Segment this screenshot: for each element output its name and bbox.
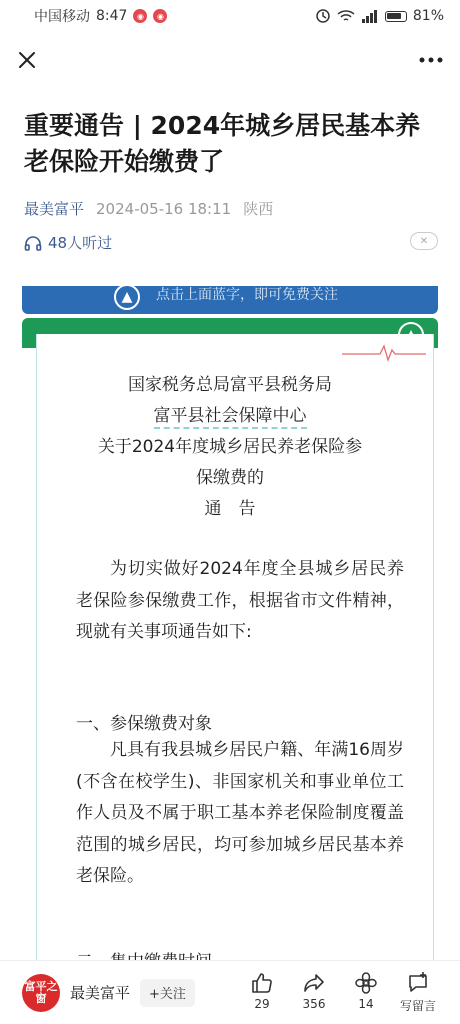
- article-meta: [24, 198, 273, 219]
- listen-dismiss-button[interactable]: [410, 232, 438, 250]
- more-dots-icon: [419, 57, 443, 63]
- comment-label: 写留言: [399, 999, 436, 1013]
- top-nav: [0, 40, 460, 80]
- subject-line-1: 关于2024年度城乡居民养老保险参: [97, 437, 363, 457]
- comment-add-icon: [406, 971, 430, 995]
- subject-line-2: 保缴费的: [196, 468, 264, 488]
- heartbeat-decoration: [342, 342, 426, 364]
- like-count: 29: [254, 997, 270, 1011]
- issuer-line-2: 富平县社会保障中心: [154, 406, 307, 429]
- bottom-bar: [0, 960, 460, 1024]
- section-1-title: 一、参保缴费对象: [76, 714, 212, 734]
- app-notification-icon-2: ◉: [153, 9, 167, 23]
- small-close-icon: ✕: [419, 235, 429, 247]
- close-icon: [17, 50, 37, 70]
- channel-logo[interactable]: 富平之窗: [22, 974, 60, 1012]
- carrier-label: 中国移动: [34, 9, 90, 25]
- share-count: 356: [302, 997, 326, 1011]
- battery-percent: 81%: [412, 8, 444, 24]
- author-link[interactable]: 最美富平: [24, 200, 85, 218]
- arrow-up-icon: ▲: [114, 284, 140, 310]
- follow-banner[interactable]: [22, 286, 438, 314]
- channel-name[interactable]: 最美富平: [70, 984, 131, 1002]
- wifi-icon: [337, 9, 355, 23]
- more-button[interactable]: [416, 47, 446, 73]
- share-button[interactable]: [288, 971, 340, 1014]
- document-intro: [76, 554, 404, 649]
- listen-button[interactable]: [24, 232, 112, 253]
- section-1-body: [76, 735, 404, 893]
- thumbs-up-icon: [250, 971, 274, 995]
- notice-title: 通 告: [204, 499, 256, 519]
- follow-banner-text: 点击上面蓝字，即可免费关注: [156, 287, 338, 303]
- signal-icon: [361, 9, 379, 23]
- status-bar: [0, 0, 460, 32]
- headphones-icon: [24, 235, 42, 251]
- clock: 8:47: [96, 8, 128, 24]
- publish-date: 2024-05-16 18:11: [96, 199, 232, 218]
- comment-button[interactable]: [392, 971, 444, 1014]
- like-button[interactable]: [236, 971, 288, 1014]
- recommend-count: 14: [358, 997, 374, 1011]
- close-button[interactable]: [14, 47, 40, 73]
- publish-location: 陕西: [243, 200, 274, 218]
- alarm-icon: [315, 8, 331, 24]
- recommend-button[interactable]: [340, 971, 392, 1014]
- document-header: [40, 370, 420, 525]
- article-title: 重要通告 | 2024年城乡居民基本养老保险开始缴费了: [24, 111, 421, 176]
- flower-icon: [354, 971, 378, 995]
- follow-button[interactable]: +关注: [140, 979, 195, 1007]
- intro-paragraph: 为切实做好2024年度全县城乡居民养老保险参保缴费工作，根据省市文件精神，现就有关事项通告如下:: [76, 559, 404, 642]
- issuer-line-1: 国家税务总局富平县税务局: [128, 375, 332, 395]
- app-notification-icon: ◉: [133, 9, 147, 23]
- battery-icon: [385, 11, 407, 22]
- listen-count: 48人听过: [48, 234, 113, 252]
- section-1-paragraph: 凡具有我县城乡居民户籍、年满16周岁(不含在校学生)、非国家机关和事业单位工作人员及不属于职工基本养老保险制度覆盖范围的城乡居民，均可参加城乡居民基本养老保险。: [76, 740, 404, 886]
- section-2-title-partial: [76, 946, 212, 960]
- share-arrow-icon: [302, 971, 326, 995]
